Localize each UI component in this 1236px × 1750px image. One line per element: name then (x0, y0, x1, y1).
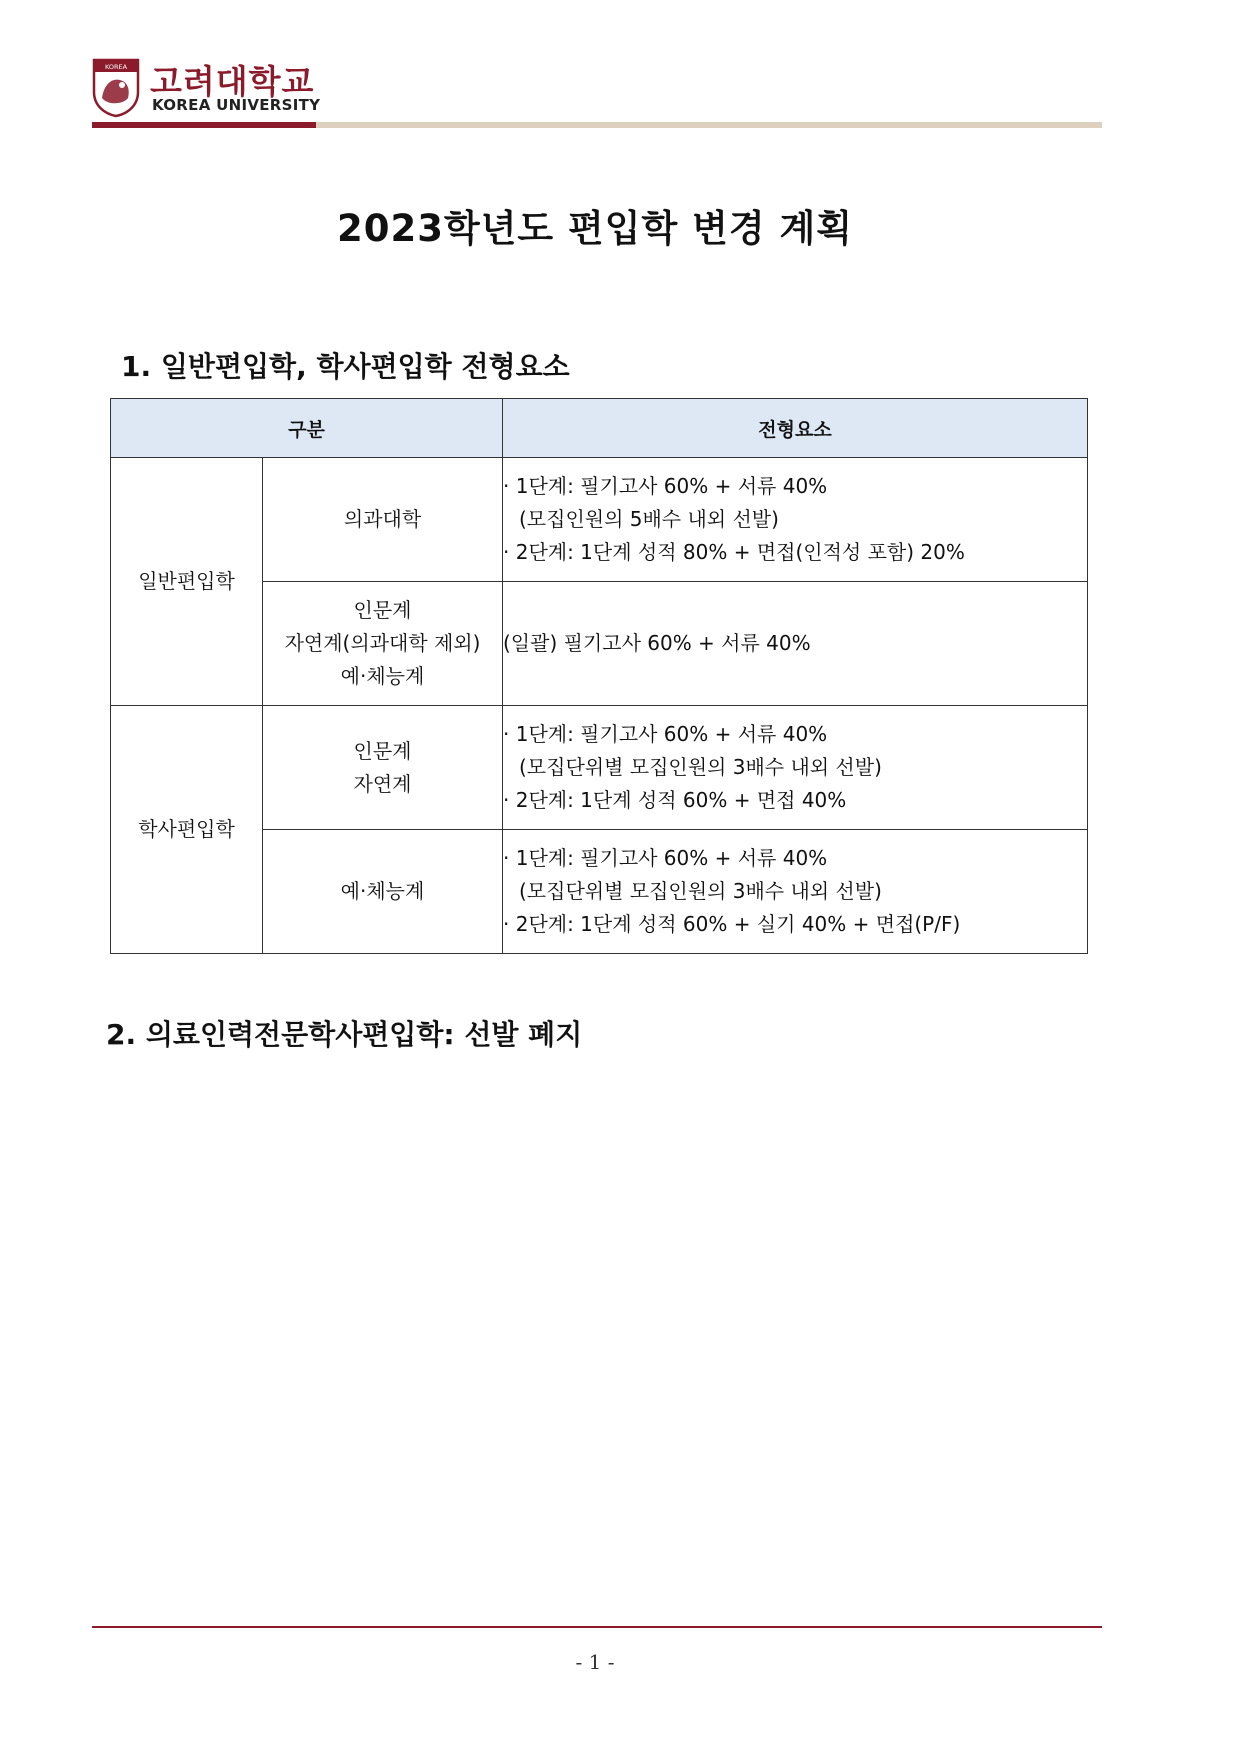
criteria-cell: (일괄) 필기고사 60% + 서류 40% (503, 582, 1088, 706)
logo-english-text: KOREA UNIVERSITY (152, 96, 321, 114)
letterhead (92, 58, 1102, 130)
table-row (111, 706, 1088, 830)
page-number: - 1 - (575, 1650, 615, 1674)
document-title: 2023학년도 편입학 변경 계획 (336, 207, 854, 250)
header-rule-accent (92, 122, 316, 128)
footer-rule (92, 1626, 1102, 1628)
criteria-cell: · 1단계: 필기고사 60% + 서류 40% (모집단위별 모집인원의 3배수 내외 선발) · 2단계: 1단계 성적 60% + 면접 40% (503, 706, 1088, 830)
table-row (111, 458, 1088, 582)
admission-criteria-table (110, 398, 1088, 954)
group-general-transfer: 일반편입학 (111, 458, 263, 706)
header-criteria: 전형요소 (503, 399, 1088, 458)
unit-cell: 의과대학 (263, 458, 503, 582)
header-category: 구분 (111, 399, 503, 458)
criteria-cell: · 1단계: 필기고사 60% + 서류 40% (모집인원의 5배수 내외 선발) · 2단계: 1단계 성적 80% + 면접(인적성 포함) 20% (503, 458, 1088, 582)
group-bachelor-transfer: 학사편입학 (111, 706, 263, 954)
university-seal-icon (92, 58, 140, 118)
unit-cell: 예·체능계 (263, 830, 503, 954)
section-1-heading: 1. 일반편입학, 학사편입학 전형요소 (121, 350, 570, 383)
unit-cell: 인문계 자연계(의과대학 제외) 예·체능계 (263, 582, 503, 706)
table-header-row (111, 399, 1088, 458)
section-2-heading: 2. 의료인력전문학사편입학: 선발 폐지 (106, 1018, 583, 1051)
unit-cell: 인문계 자연계 (263, 706, 503, 830)
criteria-cell: · 1단계: 필기고사 60% + 서류 40% (모집단위별 모집인원의 3배수 내외 선발) · 2단계: 1단계 성적 60% + 실기 40% + 면접(P/F) (503, 830, 1088, 954)
logo-korean-text: 고려대학교 (150, 62, 315, 101)
svg-text:KOREA: KOREA (104, 63, 128, 71)
